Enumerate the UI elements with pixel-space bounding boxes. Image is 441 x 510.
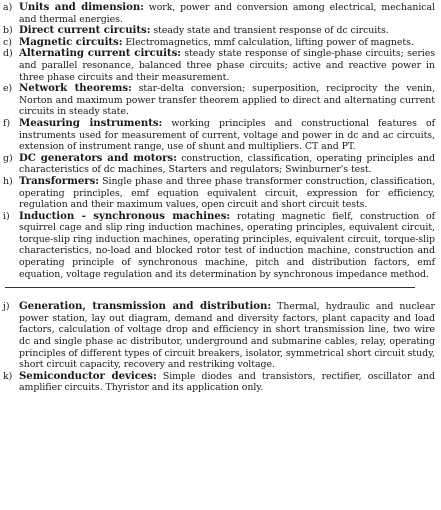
- item-text: star-delta conversion; superposition, reciprocity the venin, Norton and maximum power transfer theorem applied to direct and alternating current circuits in steady state.: [19, 83, 435, 118]
- item-heading: Magnetic circuits:: [19, 35, 123, 48]
- item-heading: Units and dimension:: [19, 1, 144, 13]
- item-letter: i): [3, 210, 10, 222]
- item-letter: c): [3, 36, 12, 48]
- item-text: Thermal, hydraulic and nuclear power station, lay out diagram, demand and diversity factors, plant capacity and load factors, calculation of voltage drop and efficiency in short transmission line, two wire dc and single phase ac distributor, underground and submarine cables, relay, operating principles of different types of circuit breakers, isolator, symmetrical short circuit study, short circuit capacity, recovery and restriking voltage.: [19, 301, 435, 371]
- item-text: work, power and conversion among electrical, mechanical and thermal energies.: [19, 2, 435, 25]
- item-body: [19, 83, 435, 118]
- syllabus-item: [3, 153, 435, 176]
- syllabus-item: [3, 118, 435, 153]
- syllabus-item: [3, 301, 435, 371]
- item-letter: a): [3, 2, 13, 13]
- syllabus-item: [3, 48, 435, 83]
- item-letter: h): [3, 175, 13, 187]
- item-text: Single phase and three phase transformer construction, classification, operating principles, emf equation equivalent circuit, expression for efficiency, regulation and their maximum values, open circuit and short circuit tests.: [19, 175, 435, 211]
- item-heading: Alternating current circuits:: [19, 47, 181, 60]
- item-letter: e): [3, 83, 13, 95]
- item-letter: j): [3, 301, 10, 313]
- item-heading: Measuring instruments:: [19, 116, 163, 129]
- item-body: [19, 211, 435, 281]
- section-divider: [5, 287, 415, 288]
- item-text: Electromagnetics, mmf calculation, lifting power of magnets.: [122, 36, 414, 48]
- item-heading: DC generators and motors:: [19, 151, 177, 164]
- item-letter: k): [3, 370, 13, 382]
- item-heading: Generation, transmission and distribution:: [19, 300, 272, 313]
- item-text: construction, classification, operating principles and characteristics of dc machines, Starters and regulators; Swinburner's test.: [19, 152, 435, 176]
- item-body: [19, 2, 435, 25]
- item-body: [19, 301, 435, 371]
- item-text: Simple diodes and transistors, rectifier, oscillator and amplifier circuits. Thyristor and its application only.: [19, 370, 435, 394]
- item-heading: Semiconductor devices:: [19, 369, 157, 382]
- item-text: rotating magnetic fielf, construction of squirrel cage and slip ring induction machines, operating principles, equivalent circuit, torque-slip ring induction machines, operating principles, equivalent circuit, torque-slip characteristics, no-load and blocked rotor test of induction machine, construction and operating principle of synchronous machine, pitch and distribution factors, emf equation, voltage regulation and its determination by synchronous impedance method.: [19, 210, 436, 280]
- item-heading: Direct current circuits:: [19, 24, 151, 37]
- syllabus-item: [3, 2, 435, 25]
- item-heading: Induction - synchronous machines:: [19, 209, 231, 222]
- item-heading: Transformers:: [19, 174, 99, 187]
- syllabus-item: [3, 83, 435, 118]
- syllabus-item: [3, 176, 435, 211]
- item-body: [19, 371, 435, 394]
- syllabus-item: [3, 211, 435, 281]
- item-text: steady state response of single-phase circuits; series and parallel resonance, balanced three phase circuits; active and reactive power in three phase circuits and their measurement.: [19, 48, 435, 83]
- item-body: [19, 153, 435, 176]
- syllabus-list-top: [3, 2, 435, 280]
- item-letter: f): [3, 117, 11, 129]
- item-letter: g): [3, 152, 13, 164]
- item-body: [19, 48, 435, 83]
- item-letter: d): [3, 48, 13, 60]
- syllabus-item: [3, 371, 435, 394]
- item-letter: b): [3, 25, 13, 37]
- item-body: [19, 176, 435, 211]
- item-text: working principles and constructional features of instruments used for measurement of current, voltage and power in dc and ac circuits, extension of instrument range, use of shunt and multipliers. CT and PT.: [19, 117, 435, 153]
- syllabus-list-bottom: [3, 301, 435, 394]
- item-heading: Network theorems:: [19, 82, 132, 95]
- item-text: steady state and transient response of dc circuits.: [150, 25, 389, 37]
- item-body: [19, 118, 435, 153]
